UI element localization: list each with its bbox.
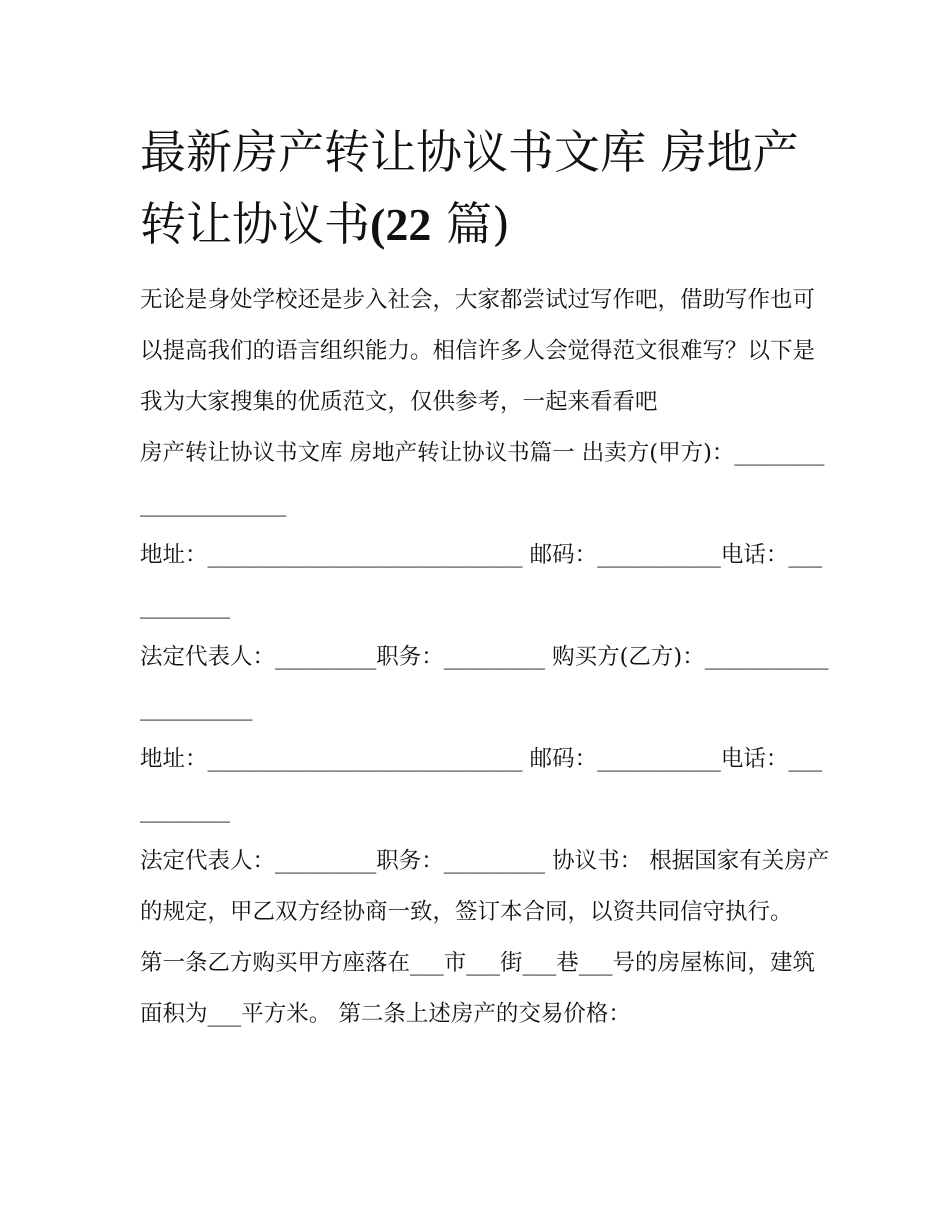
buyer-representative-line: 法定代表人：_________职务：_________ 协议书： 根据国家有关房产的规定，甲乙双方经协商一致，签订本合同，以资共同信守执行。 <box>140 848 830 925</box>
title-text: 最新房产转让协议书文库 房地产转让协议书 <box>140 125 799 251</box>
title-count: (22 <box>370 199 432 250</box>
title-suffix: 篇) <box>431 197 510 251</box>
article-one-paragraph: 第一条乙方购买甲方座落在___市___街___巷___号的房屋栋间，建筑面积为___平方米。 第二条上述房产的交易价格： <box>140 950 816 1027</box>
document-title <box>140 116 830 261</box>
seller-address-line: 地址：____________________________ 邮码：___________电话：___________ <box>140 542 823 619</box>
document-body <box>140 275 830 1040</box>
seller-representative-line: 法定代表人：_________职务：_________ 购买方(乙方)：_____________________ <box>140 644 829 721</box>
intro-paragraph: 无论是身处学校还是步入社会，大家都尝试过写作吧，借助写作也可以提高我们的语言组织能力。相信许多人会觉得范文很难写？以下是我为大家搜集的优质范文，仅供参考，一起来看看吧 <box>140 287 816 415</box>
seller-party-line: 房产转让协议书文库 房地产转让协议书篇一 出卖方(甲方)：_____________________ <box>140 440 825 517</box>
buyer-address-line: 地址：____________________________ 邮码：___________电话：___________ <box>140 746 823 823</box>
